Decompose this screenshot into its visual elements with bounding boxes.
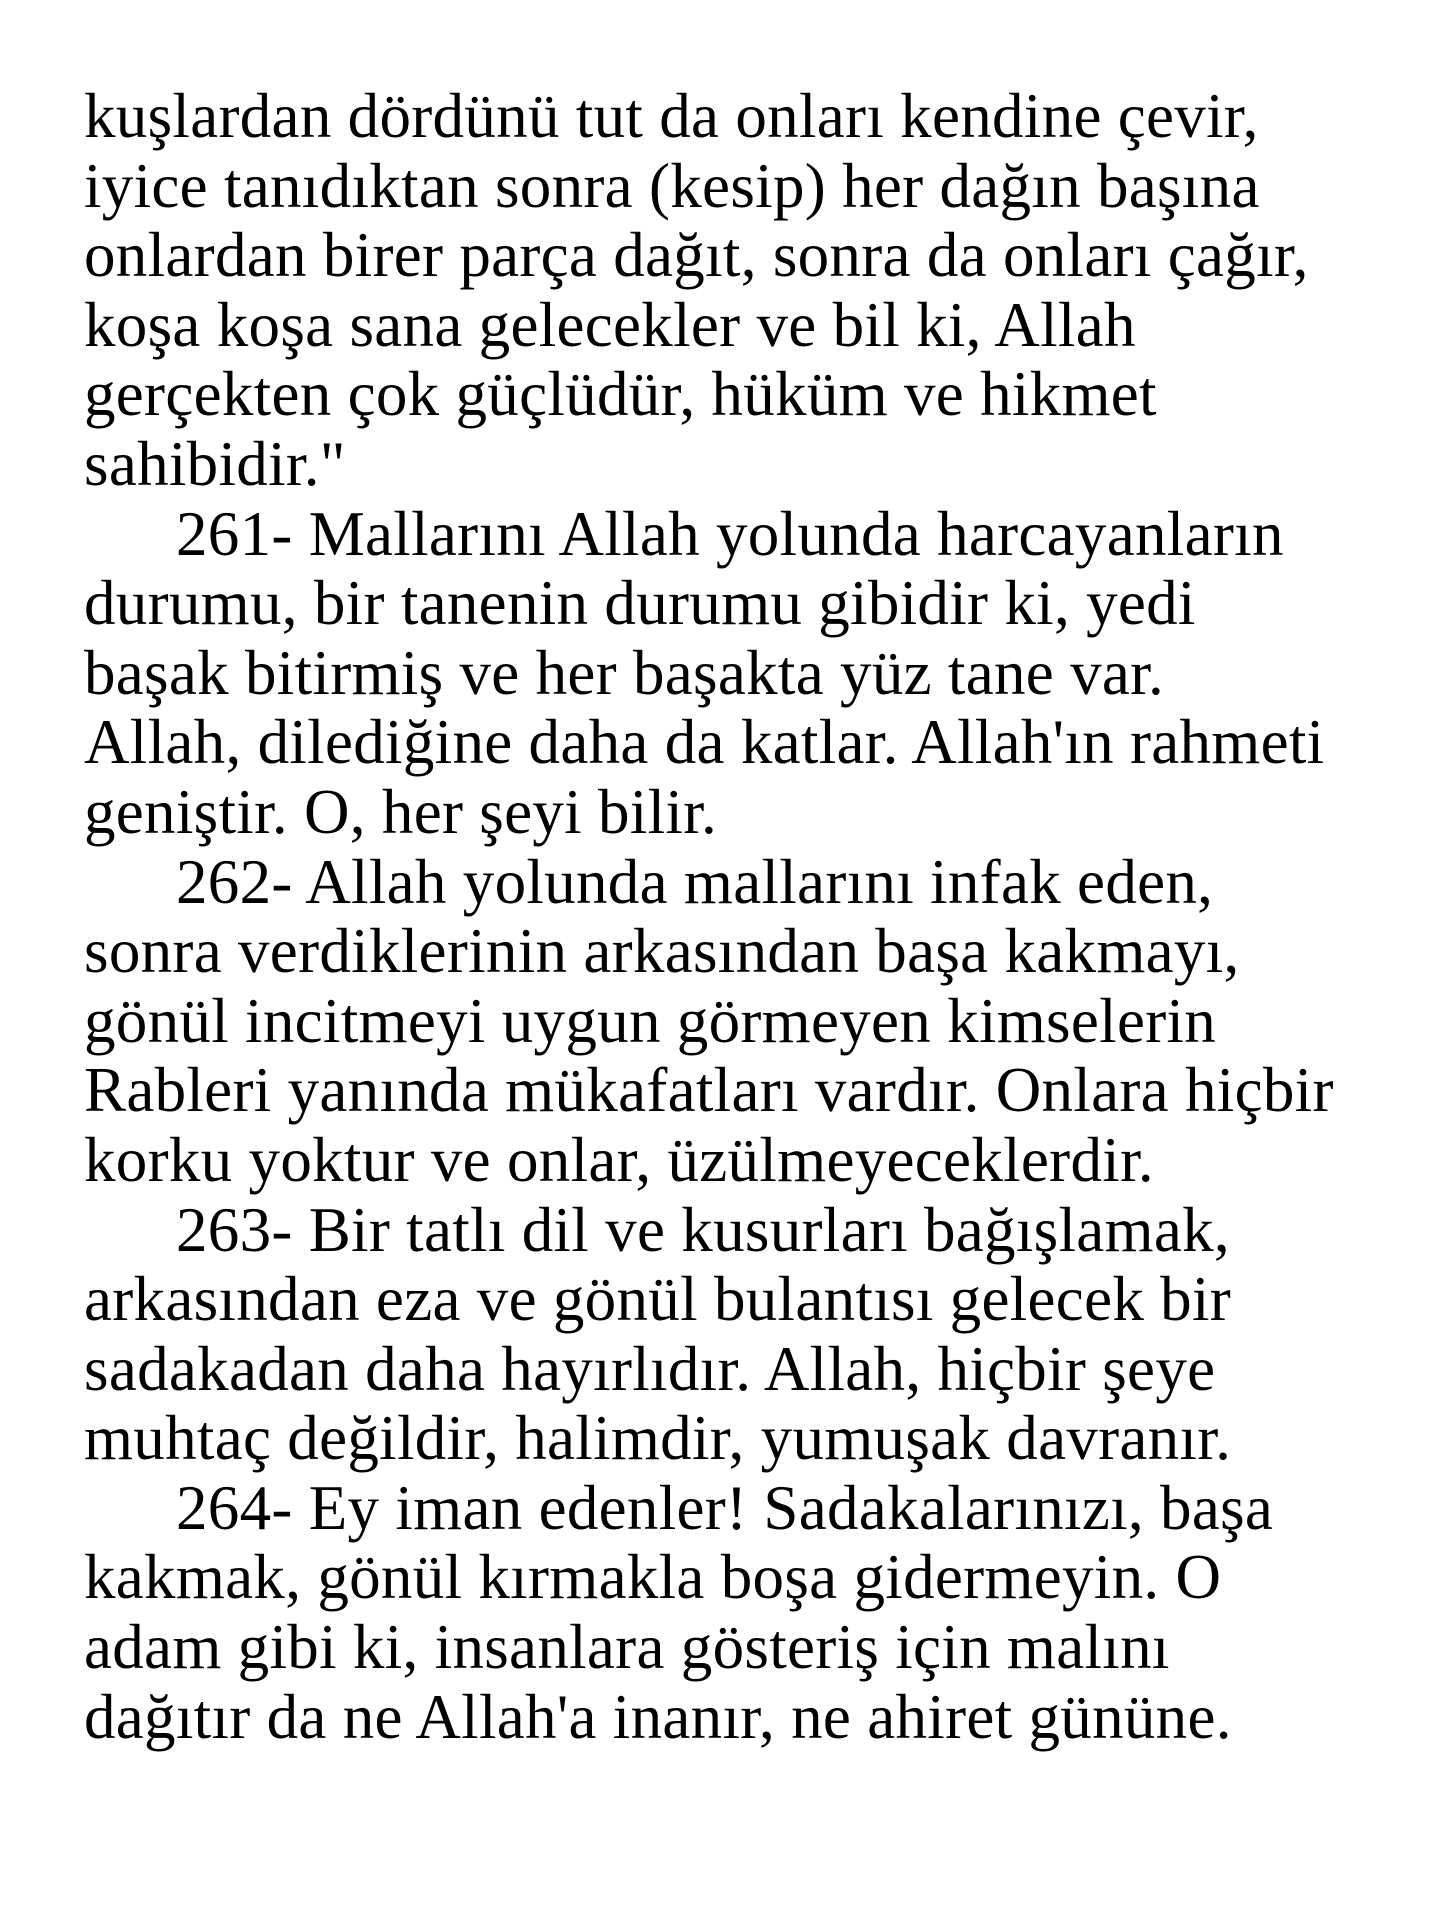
text-line: geniştir. O, her şeyi bilir. [84, 776, 718, 847]
text-line: kakmak, gönül kırmakla boşa gidermeyin. O [84, 1542, 1222, 1613]
verse-263-start: 263- Bir tatlı dil ve kusurları bağışlamak, [176, 1194, 1230, 1265]
text-line: Allah, dilediğine daha da katlar. Allah'ın rahmeti [84, 707, 1325, 778]
verse-261-start: 261- Mallarını Allah yolunda harcayanların [176, 498, 1284, 569]
text-line: kuşlardan dördünü tut da onları kendine çevir, [84, 81, 1259, 151]
text-line: gerçekten çok güçlüdür, hüküm ve hikmet [84, 359, 1157, 430]
text-line: Rableri yanında mükafatları vardır. Onlara hiçbir [84, 1055, 1334, 1126]
text-line: dağıtır da ne Allah'a inanır, ne ahiret gününe. [84, 1681, 1232, 1752]
text-line: koşa koşa sana gelecekler ve bil ki, Allah [84, 289, 1136, 360]
text-line: adam gibi ki, insanlara gösteriş için malını [84, 1612, 1170, 1683]
text-line: sonra verdiklerinin arkasından başa kakmayı, [84, 916, 1240, 987]
text-line: sadakadan daha hayırlıdır. Allah, hiçbir şeye [84, 1333, 1216, 1404]
text-line: başak bitirmiş ve her başakta yüz tane var. [84, 637, 1165, 708]
text-line: arkasından eza ve gönül bulantısı gelecek bir [84, 1264, 1232, 1335]
text-line: gönül incitmeyi uygun görmeyen kimselerin [84, 985, 1217, 1056]
verse-262-start: 262- Allah yolunda mallarını infak eden, [176, 846, 1214, 917]
text-line: sahibidir." [84, 428, 346, 499]
text-line: iyice tanıdıktan sonra (kesip) her dağın başına [84, 150, 1260, 221]
text-line: muhtaç değildir, halimdir, yumuşak davranır. [84, 1403, 1232, 1474]
verse-264-start: 264- Ey iman edenler! Sadakalarınızı, başa [176, 1472, 1274, 1543]
text-line: durumu, bir tanenin durumu gibidir ki, yedi [84, 568, 1196, 639]
text-line: korku yoktur ve onlar, üzülmeyeceklerdir. [84, 1124, 1154, 1195]
text-line: onlardan birer parça dağıt, sonra da onları çağır, [84, 220, 1309, 291]
